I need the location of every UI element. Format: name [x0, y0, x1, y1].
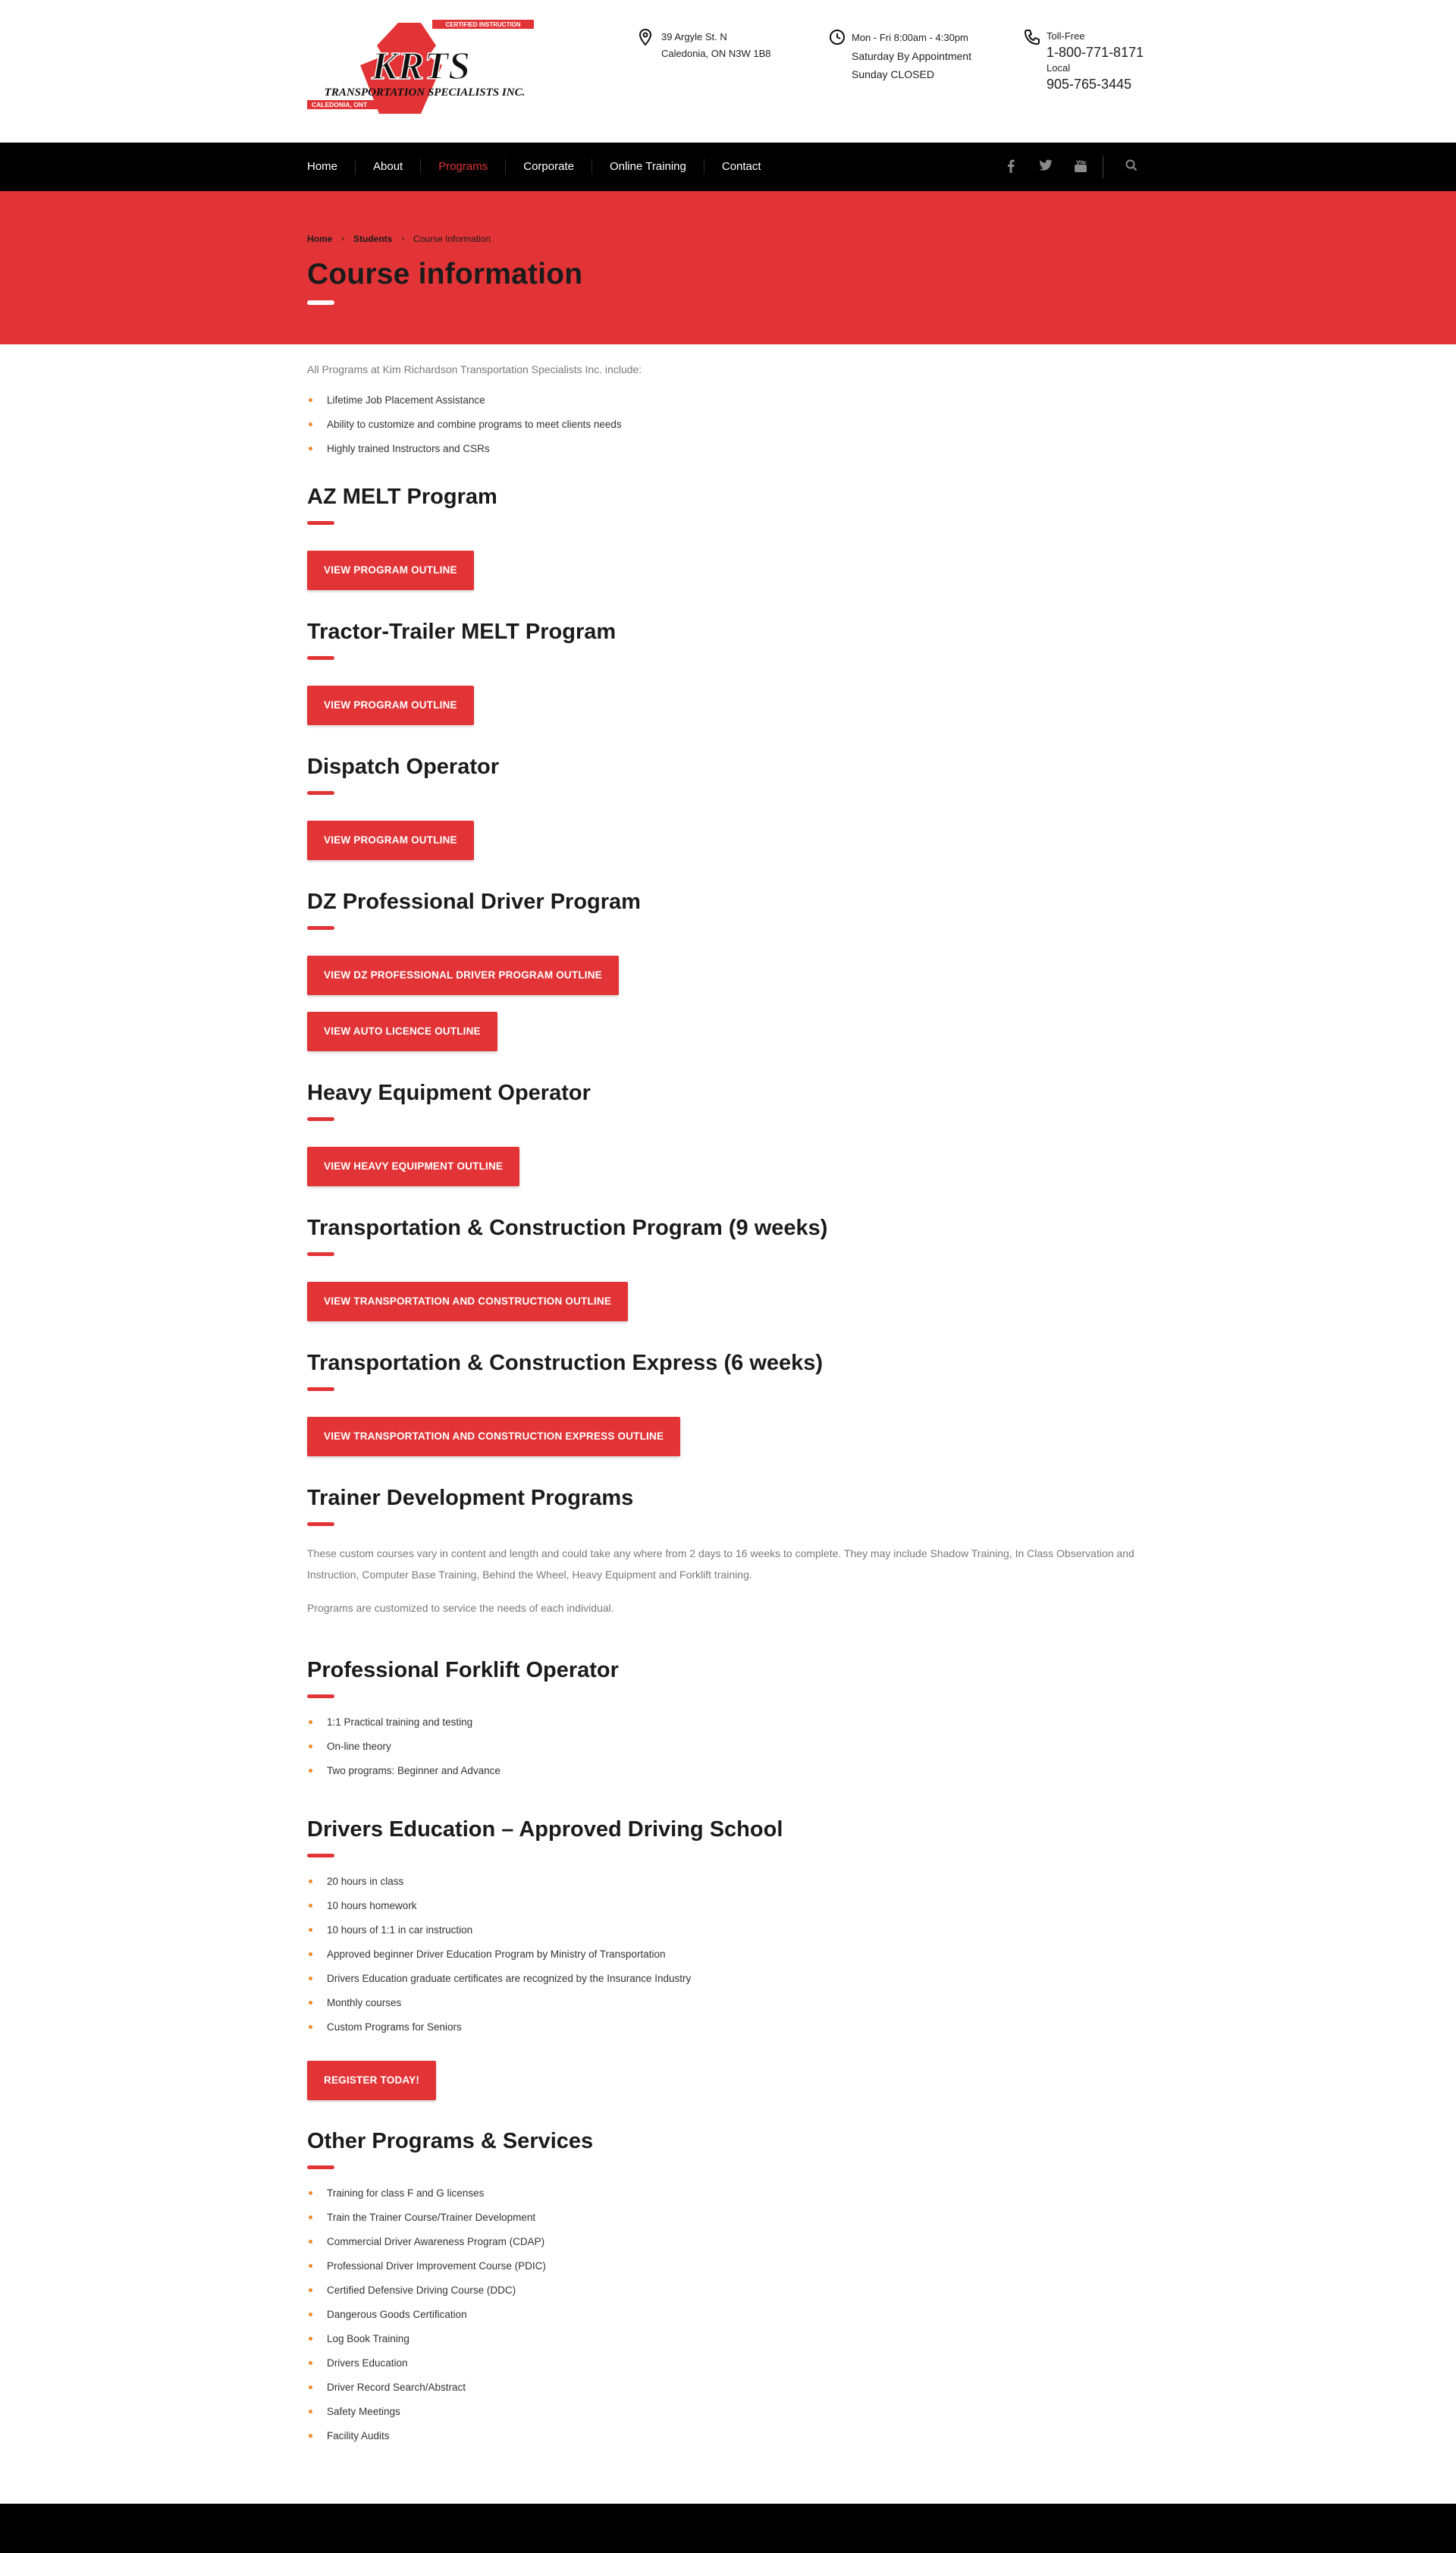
list-item: Dangerous Goods Certification — [307, 2307, 546, 2332]
section-title-drivers-education: Drivers Education – Approved Driving School — [307, 1817, 783, 1842]
list-item: 1:1 Practical training and testing — [307, 1715, 500, 1739]
list-item: Professional Driver Improvement Course (PDIC) — [307, 2259, 546, 2283]
logo-location: CALEDONIA, ONT — [312, 101, 368, 108]
other-programs-list — [307, 2186, 546, 2453]
local-label: Local — [1046, 62, 1071, 74]
nav-item-contact[interactable]: Contact — [704, 159, 779, 174]
list-item: 10 hours of 1:1 in car instruction — [307, 1923, 691, 1947]
social-links — [993, 143, 1149, 191]
list-item: Approved beginner Driver Education Program by Ministry of Transportation — [307, 1947, 691, 1971]
logo-badge-text: CERTIFIED INSTRUCTION — [445, 21, 521, 28]
view-heavy-equipment-outline-button[interactable]: VIEW HEAVY EQUIPMENT OUTLINE — [307, 1147, 519, 1186]
hours-line2: Saturday By Appointment — [852, 50, 971, 62]
section-underline — [307, 926, 334, 930]
drivers-education-list — [307, 1874, 691, 2044]
breadcrumb — [307, 234, 491, 244]
toll-free-number[interactable]: 1-800-771-8171 — [1046, 45, 1144, 60]
view-dz-outline-button[interactable]: VIEW DZ PROFESSIONAL DRIVER PROGRAM OUTLINE — [307, 956, 619, 995]
site-logo[interactable] — [307, 20, 535, 117]
breadcrumb-students[interactable]: Students — [353, 234, 393, 244]
site-footer — [0, 2504, 1456, 2553]
list-item: Highly trained Instructors and CSRs — [307, 441, 622, 466]
breadcrumb-home[interactable]: Home — [307, 234, 333, 244]
section-title-other-programs: Other Programs & Services — [307, 2129, 594, 2153]
list-item: Drivers Education graduate certificates are recognized by the Insurance Industry — [307, 1971, 691, 1996]
view-transport-construction-express-outline-button[interactable]: VIEW TRANSPORTATION AND CONSTRUCTION EXPRESS OUTLINE — [307, 1417, 680, 1456]
logo-name: KRTS — [371, 45, 471, 88]
section-underline — [307, 1854, 334, 1857]
list-item: Training for class F and G licenses — [307, 2186, 546, 2210]
section-title-forklift: Professional Forklift Operator — [307, 1658, 619, 1682]
list-item: Facility Audits — [307, 2429, 546, 2453]
intro-text: All Programs at Kim Richardson Transportation Specialists Inc. include: — [307, 363, 642, 375]
view-tractor-trailer-outline-button[interactable]: VIEW PROGRAM OUTLINE — [307, 686, 474, 725]
list-item: Drivers Education — [307, 2356, 546, 2380]
section-title-az-melt: AZ MELT Program — [307, 485, 497, 509]
forklift-list — [307, 1715, 500, 1788]
nav-item-programs[interactable]: Programs — [420, 159, 505, 174]
title-underline — [307, 300, 334, 305]
section-underline — [307, 1522, 334, 1526]
clock-icon — [829, 29, 846, 47]
view-transport-construction-outline-button[interactable]: VIEW TRANSPORTATION AND CONSTRUCTION OUTLINE — [307, 1282, 628, 1321]
section-underline — [307, 1252, 334, 1256]
search-icon[interactable] — [1114, 159, 1149, 174]
map-pin-icon — [639, 29, 655, 47]
youtube-icon[interactable] — [1063, 159, 1098, 174]
section-underline — [307, 521, 334, 525]
view-auto-licence-outline-button[interactable]: VIEW AUTO LICENCE OUTLINE — [307, 1012, 497, 1051]
site-header — [0, 0, 1456, 143]
chevron-right-icon: › — [341, 234, 345, 243]
page-title: Course information — [307, 258, 583, 290]
chevron-right-icon: › — [401, 234, 405, 243]
address-line1: 39 Argyle St. N — [661, 31, 727, 42]
page-title-band — [0, 191, 1456, 344]
section-title-dispatch: Dispatch Operator — [307, 755, 499, 779]
intro-list — [307, 393, 622, 466]
section-title-trainer-development: Trainer Development Programs — [307, 1486, 634, 1510]
twitter-icon[interactable] — [1028, 159, 1063, 174]
hours-line1: Mon - Fri 8:00am - 4:30pm — [852, 32, 968, 43]
list-item: Monthly courses — [307, 1996, 691, 2020]
trainer-note: Programs are customized to service the needs of each individual. — [307, 1602, 614, 1614]
nav-menu — [307, 143, 779, 191]
view-az-melt-outline-button[interactable]: VIEW PROGRAM OUTLINE — [307, 551, 474, 590]
nav-item-corporate[interactable]: Corporate — [505, 159, 592, 174]
phone-icon — [1024, 29, 1040, 47]
list-item: Driver Record Search/Abstract — [307, 2380, 546, 2404]
local-number[interactable]: 905-765-3445 — [1046, 77, 1132, 92]
toll-free-label: Toll-Free — [1046, 30, 1085, 42]
section-underline — [307, 2165, 334, 2169]
list-item: Two programs: Beginner and Advance — [307, 1763, 500, 1788]
view-dispatch-outline-button[interactable]: VIEW PROGRAM OUTLINE — [307, 821, 474, 860]
list-item: Custom Programs for Seniors — [307, 2020, 691, 2044]
nav-item-home[interactable]: Home — [307, 160, 338, 173]
list-item: Safety Meetings — [307, 2404, 546, 2429]
section-title-heavy-equipment: Heavy Equipment Operator — [307, 1081, 591, 1105]
list-item: Certified Defensive Driving Course (DDC) — [307, 2283, 546, 2307]
section-underline — [307, 791, 334, 795]
section-title-transport-construction: Transportation & Construction Program (9 weeks) — [307, 1216, 828, 1240]
logo-tagline: TRANSPORTATION SPECIALISTS INC. — [324, 86, 526, 99]
breadcrumb-current: Course Information — [413, 234, 491, 244]
list-item: Lifetime Job Placement Assistance — [307, 393, 622, 417]
address-line2: Caledonia, ON N3W 1B8 — [661, 48, 771, 59]
section-title-dz: DZ Professional Driver Program — [307, 890, 641, 914]
nav-item-about[interactable]: About — [355, 159, 420, 174]
list-item: 10 hours homework — [307, 1898, 691, 1923]
section-underline — [307, 1387, 334, 1391]
logo-graphic — [307, 20, 535, 117]
list-item: Ability to customize and combine programs to meet clients needs — [307, 417, 622, 441]
section-underline — [307, 656, 334, 660]
hours-line3: Sunday CLOSED — [852, 68, 934, 80]
facebook-icon[interactable] — [993, 159, 1028, 174]
register-today-button[interactable]: REGISTER TODAY! — [307, 2061, 436, 2100]
nav-item-online-training[interactable]: Online Training — [592, 159, 704, 174]
section-title-tractor-trailer: Tractor-Trailer MELT Program — [307, 620, 617, 644]
list-item: Train the Trainer Course/Trainer Development — [307, 2210, 546, 2234]
section-underline — [307, 1117, 334, 1121]
section-title-transport-construction-express: Transportation & Construction Express (6 weeks) — [307, 1351, 824, 1375]
trainer-description: These custom courses vary in content and length and could take any where from 2 days to 16 weeks to complete. They may include Shadow Training, In Class Observation and Instruction, Computer Base Training, Behind the Wheel, Heavy Equipment and Forklift training. — [307, 1547, 1134, 1581]
list-item: On-line theory — [307, 1739, 500, 1763]
list-item: Log Book Training — [307, 2332, 546, 2356]
list-item: 20 hours in class — [307, 1874, 691, 1898]
section-underline — [307, 1694, 334, 1698]
list-item: Commercial Driver Awareness Program (CDAP) — [307, 2234, 546, 2259]
main-nav — [0, 143, 1456, 191]
